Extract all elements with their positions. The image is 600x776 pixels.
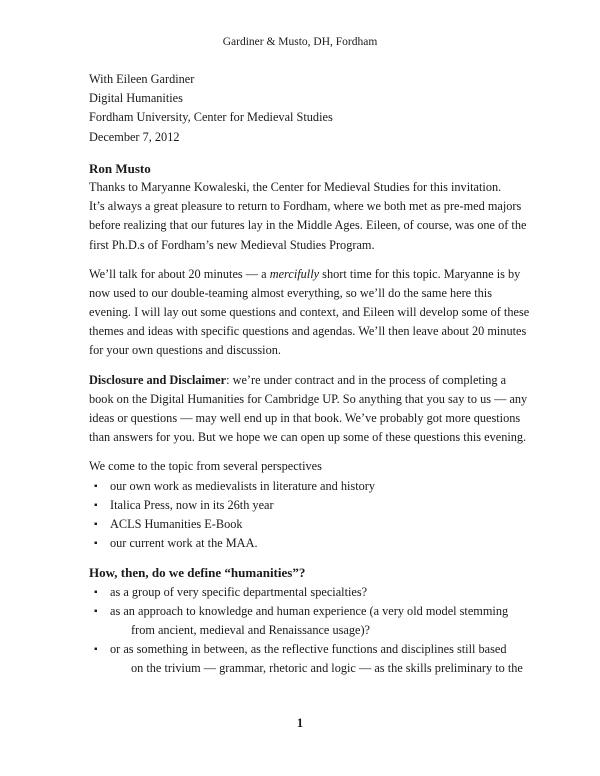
bullet-icon: ▪ [94, 518, 98, 530]
list-item-text: or as something in between, as the reflective functions and disciplines still based [110, 642, 507, 657]
bullet-icon: ▪ [94, 499, 98, 511]
paragraph-line: ideas or questions — may well end up in that book. We’ve probably got more questions [89, 411, 521, 425]
intro-line: Fordham University, Center for Medieval Studies [89, 110, 333, 125]
paragraph-line: first Ph.D.s of Fordham’s new Medieval Studies Program. [89, 237, 375, 252]
text-run: : we’re under contract and in the process of completing a [226, 372, 507, 387]
list-item-text: ACLS Humanities E-Book [110, 516, 243, 531]
list-item [89, 602, 519, 621]
emphasis-text: mercifully [269, 266, 320, 281]
paragraph-line [89, 265, 519, 284]
bullet-icon: ▪ [94, 605, 98, 617]
paragraph-line: book on the Digital Humanities for Cambridge UP. So anything that you say to us — any [89, 391, 528, 406]
intro-line: December 7, 2012 [89, 129, 180, 144]
bullet-icon: ▪ [94, 586, 98, 598]
list-item [89, 583, 519, 602]
list-item-continuation: on the trivium — grammar, rhetoric and logic — as the skills preliminary to the [131, 661, 523, 676]
paragraph-line: now used to our double-teaming almost everything, so we’ll do the same here this [89, 285, 492, 300]
running-header: Gardiner & Musto, DH, Fordham [222, 36, 378, 48]
bullet-icon: ▪ [94, 480, 98, 492]
paragraph-line: themes and ideas with specific questions and agendas. We’ll then leave about 20 minutes [89, 324, 527, 339]
list-item-text: our own work as medievalists in literature and history [110, 478, 376, 493]
list-item [89, 640, 519, 659]
speaker-heading: Ron Musto [89, 160, 151, 176]
paragraph-line [89, 371, 519, 390]
intro-line: With Eileen Gardiner [89, 72, 195, 86]
bullet-icon: ▪ [94, 644, 98, 656]
text-run: short time for this topic. Maryanne is by [319, 266, 521, 281]
bullet-icon: ▪ [94, 538, 98, 550]
intro-line: Digital Humanities [89, 91, 183, 106]
page-body [89, 70, 530, 678]
list-item [89, 534, 519, 553]
list-item-text: as a group of very specific departmental specialties? [110, 584, 368, 599]
paragraph-line: than answers for you. But we hope we can open up some of these questions this evening. [89, 430, 527, 445]
list-item-text: our current work at the MAA. [110, 536, 258, 551]
section-heading: How, then, do we define “humanities”? [89, 565, 306, 581]
list-item-text: as an approach to knowledge and human experience (a very old model stemming [110, 603, 509, 618]
disclosure-label: Disclosure and Disclaimer [89, 372, 227, 387]
paragraph-line: We come to the topic from several perspectives [89, 459, 322, 474]
list-item-text: Italica Press, now in its 26th year [110, 497, 274, 512]
paragraph-line: for your own questions and discussion. [89, 343, 281, 358]
page-number: 1 [296, 716, 304, 730]
paragraph-line: Thanks to Maryanne Kowaleski, the Center for Medieval Studies for this invitation. [89, 179, 502, 194]
list-item [89, 477, 519, 496]
text-run: We’ll talk for about 20 minutes — a [89, 266, 270, 281]
list-item [89, 515, 519, 534]
paragraph-line: It’s always a great pleasure to return to Fordham, where we both met as pre-med majors [89, 199, 522, 214]
list-item-continuation: from ancient, medieval and Renaissance usage)? [131, 622, 371, 637]
paragraph-line: evening. I will lay out some questions and context, and Eileen will develop some of these [89, 305, 530, 320]
list-item [89, 496, 519, 515]
paragraph-line: before realizing that our futures lay in the Middle Ages. Eileen, of course, was one of the [89, 218, 527, 233]
